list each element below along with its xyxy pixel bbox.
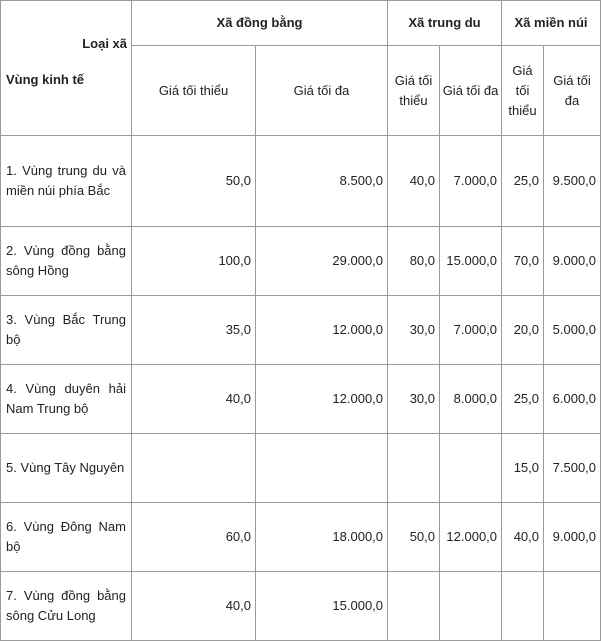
value-cell: 7.000,0 xyxy=(440,136,502,227)
sub-header-min: Giá tối thiểu xyxy=(132,46,256,136)
value-cell: 9.000,0 xyxy=(544,503,601,572)
value-cell: 6.000,0 xyxy=(544,365,601,434)
value-cell: 50,0 xyxy=(388,503,440,572)
value-cell: 7.000,0 xyxy=(440,296,502,365)
table-row xyxy=(1,365,601,434)
value-cell: 40,0 xyxy=(502,503,544,572)
value-cell xyxy=(256,434,388,503)
value-cell: 100,0 xyxy=(132,227,256,296)
value-cell: 7.500,0 xyxy=(544,434,601,503)
value-cell xyxy=(388,572,440,641)
value-cell: 80,0 xyxy=(388,227,440,296)
value-cell: 8.000,0 xyxy=(440,365,502,434)
value-cell: 20,0 xyxy=(502,296,544,365)
value-cell: 40,0 xyxy=(132,365,256,434)
group-header-mien-nui: Xã miền núi xyxy=(502,1,601,46)
value-cell: 9.500,0 xyxy=(544,136,601,227)
region-name: 3. Vùng Bắc Trung bộ xyxy=(1,296,132,365)
sub-header-max: Giá tối đa xyxy=(256,46,388,136)
region-name: 7. Vùng đồng bằng sông Cửu Long xyxy=(1,572,132,641)
sub-header-max: Giá tối đa xyxy=(440,46,502,136)
table-row xyxy=(1,136,601,227)
value-cell: 60,0 xyxy=(132,503,256,572)
sub-header-min: Giá tối thiểu xyxy=(502,46,544,136)
table-row xyxy=(1,503,601,572)
sub-header-min: Giá tối thiểu xyxy=(388,46,440,136)
table-row xyxy=(1,572,601,641)
group-header-trung-du: Xã trung du xyxy=(388,1,502,46)
value-cell: 40,0 xyxy=(132,572,256,641)
value-cell xyxy=(502,572,544,641)
value-cell: 25,0 xyxy=(502,365,544,434)
value-cell: 40,0 xyxy=(388,136,440,227)
value-cell: 70,0 xyxy=(502,227,544,296)
value-cell: 25,0 xyxy=(502,136,544,227)
table-row xyxy=(1,296,601,365)
group-header-dong-bang: Xã đồng bằng xyxy=(132,1,388,46)
table-row xyxy=(1,434,601,503)
value-cell: 9.000,0 xyxy=(544,227,601,296)
region-name: 5. Vùng Tây Nguyên xyxy=(1,434,132,503)
corner-top-label: Loại xã xyxy=(82,36,127,51)
value-cell: 15,0 xyxy=(502,434,544,503)
value-cell: 18.000,0 xyxy=(256,503,388,572)
header-row-groups xyxy=(1,1,601,46)
value-cell: 12.000,0 xyxy=(440,503,502,572)
value-cell xyxy=(440,572,502,641)
value-cell xyxy=(388,434,440,503)
table-row xyxy=(1,227,601,296)
value-cell: 29.000,0 xyxy=(256,227,388,296)
corner-bottom-label: Vùng kinh tế xyxy=(6,72,84,87)
value-cell xyxy=(440,434,502,503)
diagonal-line xyxy=(1,1,131,135)
region-name: 6. Vùng Đông Nam bộ xyxy=(1,503,132,572)
value-cell: 15.000,0 xyxy=(440,227,502,296)
value-cell: 50,0 xyxy=(132,136,256,227)
value-cell: 15.000,0 xyxy=(256,572,388,641)
region-name: 1. Vùng trung du và miền núi phía Bắc xyxy=(1,136,132,227)
corner-cell xyxy=(1,1,132,136)
value-cell xyxy=(132,434,256,503)
value-cell: 12.000,0 xyxy=(256,365,388,434)
value-cell xyxy=(544,572,601,641)
sub-header-max: Giá tối đa xyxy=(544,46,601,136)
value-cell: 35,0 xyxy=(132,296,256,365)
value-cell: 8.500,0 xyxy=(256,136,388,227)
value-cell: 30,0 xyxy=(388,365,440,434)
value-cell: 12.000,0 xyxy=(256,296,388,365)
region-name: 4. Vùng duyên hải Nam Trung bộ xyxy=(1,365,132,434)
value-cell: 30,0 xyxy=(388,296,440,365)
region-name: 2. Vùng đồng bằng sông Hồng xyxy=(1,227,132,296)
value-cell: 5.000,0 xyxy=(544,296,601,365)
